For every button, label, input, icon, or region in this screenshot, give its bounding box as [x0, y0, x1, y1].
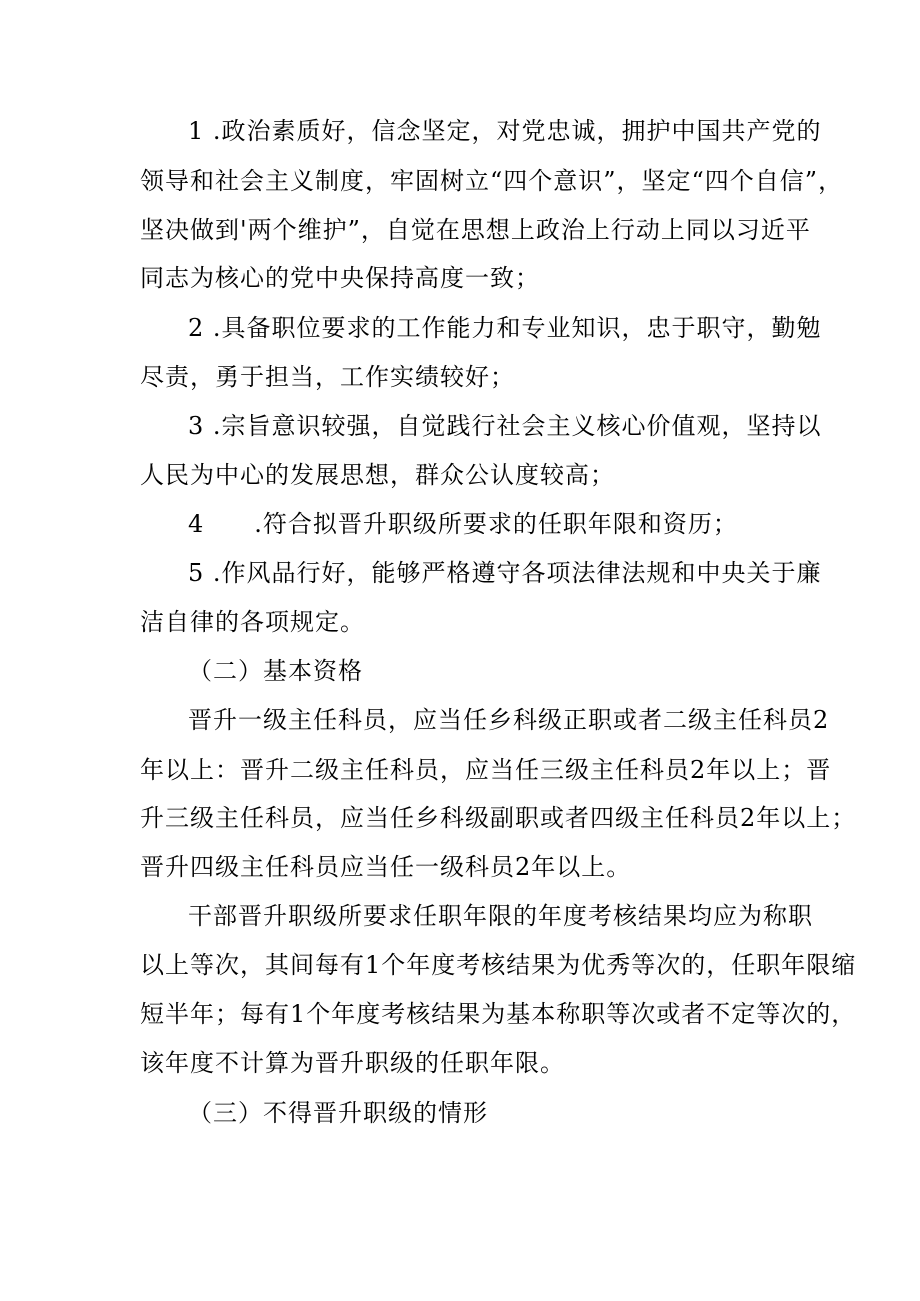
- item-2-line-1: 2 .具备职位要求的工作能力和专业知识，忠于职守，勤勉: [188, 314, 822, 342]
- item-1-line-4: 同志为核心的党中央保持高度一致；: [140, 264, 540, 292]
- item-5-line-2: 洁自律的各项规定。: [140, 608, 365, 636]
- assessment-paragraph-line-3: 短半年；每有1个年度考核结果为基本称职等次或者不定等次的，: [140, 1000, 857, 1028]
- item-1-line-3: 坚决做到'两个维护”，自觉在思想上政治上行动上同以习近平: [140, 216, 811, 244]
- basic-qualifications-line-3: 升三级主任科员，应当任乡科级副职或者四级主任科员2年以上；: [140, 804, 857, 832]
- item-1-line-2: 领导和社会主义制度，牢固树立“四个意识”，坚定“四个自信”，: [140, 167, 844, 195]
- basic-qualifications-line-2: 年以上：晋升二级主任科员，应当任三级主任科员2年以上；晋: [140, 756, 832, 784]
- basic-qualifications-line-1: 晋升一级主任科员，应当任乡科级正职或者二级主任科员2: [188, 706, 830, 734]
- section-heading-basic-qualifications: （二）基本资格: [188, 657, 363, 685]
- item-3-line-1: 3 .宗旨意识较强，自觉践行社会主义核心价值观，坚持以: [188, 412, 822, 440]
- item-4-line-1: 4 .符合拟晋升职级所要求的任职年限和资历；: [188, 510, 738, 538]
- assessment-paragraph-line-1: 干部晋升职级所要求任职年限的年度考核结果均应为称职: [188, 902, 813, 930]
- item-1-line-1: 1 .政治素质好，信念坚定，对党忠诚，拥护中国共产党的: [188, 117, 822, 145]
- assessment-paragraph-line-2: 以上等次，其间每有1个年度考核结果为优秀等次的，任职年限缩: [140, 951, 857, 979]
- basic-qualifications-line-4: 晋升四级主任科员应当任一级科员2年以上。: [140, 853, 632, 881]
- item-2-line-2: 尽责，勇于担当，工作实绩较好；: [140, 363, 515, 391]
- item-5-line-1: 5 .作风品行好，能够严格遵守各项法律法规和中央关于廉: [188, 559, 822, 587]
- item-3-line-2: 人民为中心的发展思想，群众公认度较高；: [140, 461, 615, 489]
- assessment-paragraph-line-4: 该年度不计算为晋升职级的任职年限。: [140, 1049, 565, 1077]
- section-heading-ineligible-cases: （三）不得晋升职级的情形: [188, 1099, 488, 1127]
